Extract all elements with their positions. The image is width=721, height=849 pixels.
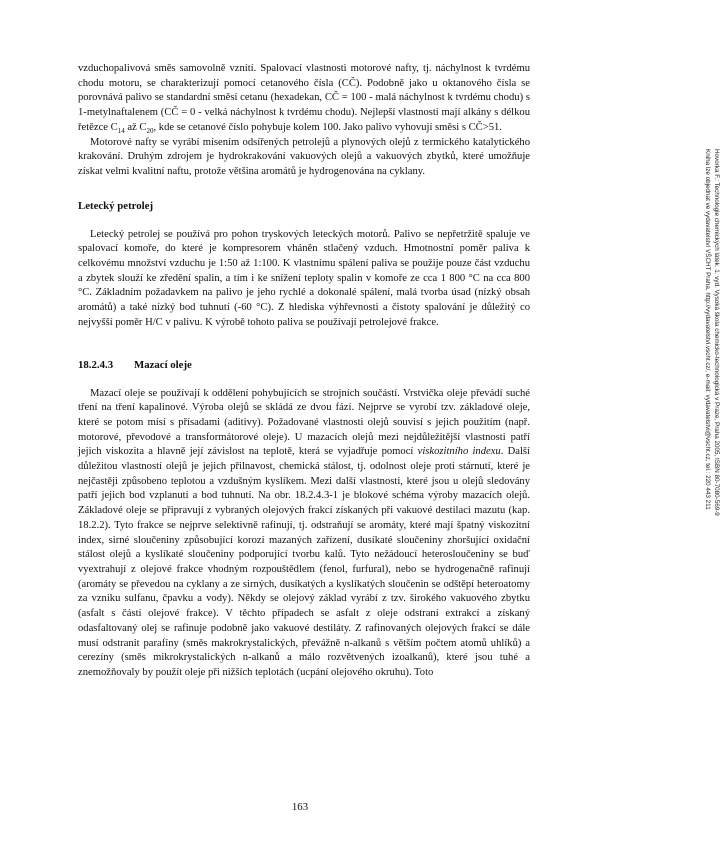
intro-paragraph-production: Motorové nafty se vyrábí mísením odsířených petrolejů a plynových olejů z termického katalytického krakování. Druhým zdrojem je hydrokrakování vakuových olejů a vakuových zbytků, které umožňuje získat velmi kvalitní naftu, protože většina aromátů je hydrogenována na cyklany. bbox=[78, 136, 530, 177]
section-heading-lubricating-oils bbox=[78, 358, 530, 372]
side-citation-note bbox=[633, 149, 721, 516]
jet-fuel-paragraph: Letecký petrolej se používá pro pohon tryskových leteckých motorů. Palivo se nepřetržitě spaluje ve spalovací komoře, do které je kompresorem vháněn stlačený vzduch. Hmotnostní poměr paliva k celkovému množství vzduchu je 1:50 až 1:100. K vlastnímu spálení paliva se použije pouze část vzduchu a zbytek slouží ke zředění spalin, a tím i ke snížení teploty spalin v komoře ze cca 1 800 °C na cca 800 °C. Základním požadavkem na palivo je jeho rychlé a dokonalé spálení, malá tvorba úsad (nízký obsah aromátů) a také nízký bod tuhnutí (-60 °C). Z hlediska výhřevnosti a čistoty spalování je důležitý co nejvyšší poměr H/C v palivu. K výrobě tohoto paliva se používají petrolejové frakce. bbox=[78, 228, 530, 328]
page-body bbox=[78, 62, 530, 681]
page-number: 163 bbox=[291, 801, 309, 813]
section-heading-jet-fuel: Letecký petrolej bbox=[78, 199, 154, 212]
section-title: Mazací oleje bbox=[134, 358, 192, 371]
intro-paragraph-cetane: vzduchopalivová směs samovolně vznítí. Spalovací vlastnosti motorové nafty, tj. náchylnost k tvrdému chodu motoru, se charakterizují pomocí cetanového čísla (CČ). Podobně jako u oktanového čísla se porovnává palivo se standardní směsí cetanu (hexadekan, CČ = 100 - malá náchylnost k tvrdému chodu) s 1-metylnaftalenem (CČ = 0 - velká náchylnost k tvrdému chodu). Nejlepší vlastnosti mají alkány s délkou řetězce $C_{14}$ až $C_{20}$, kde se cetanové číslo pohybuje kolem 100. Jako palivo vyhovují směsi s CČ>51. bbox=[78, 63, 530, 135]
section-number: 18.2.4.3 bbox=[78, 358, 114, 371]
citation-line: Hovorka F.: Technologie chemických látek. 1. vyd. Vysoká škola chemicko-technologická v Praze, Praha 2005, ISBN 80-7080-569-9 bbox=[713, 149, 720, 516]
emphasis-viscosity-index: viskozitního indexu bbox=[417, 446, 501, 458]
lubricating-oils-paragraph: Mazací oleje se používají k oddělení pohybujících se strojních součástí. Vrstvička oleje převádí suché tření na tření kapalinové. Výroba olejů se skládá ze dvou fází. Nejprve se vyrobí tzv. základové oleje, které se potom mísí s přísadami (aditivy). Požadované vlastnosti olejů souvisí s jejich použitím (např. motorové, převodové a transformátorové oleje). U mazacích olejů mezi nejdůležitější vlastnosti patří jejich viskozita a hlavně její závislost na teplotě, která se vyjadřuje pomocí viskozitního indexu. Další důležitou vlastností olejů je jejich přilnavost, chemická stálost, tj. odolnost oleje proti stárnutí, které je nejčastěji způsobeno teplotou a vzdušným kyslíkem. Mezi další vlastnosti, které jsou u olejů sledovány patří jejich bod vzplanutí a bod tuhnutí. Na obr. 18.2.4.3-1 je blokové schéma výroby mazacích olejů. Základové oleje se připravují z vybraných olejových frakcí získaných při vakuové destilaci mazutu (kap. 18.2.2). Tyto frakce se nejprve selektivně rafinují, tj. odstraňují se aromáty, které mají špatný viskozitní index, sirné sloučeniny způsobující korozi mazaných zařízení, dusíkaté sloučeniny zhoršující oxidační stálost olejů a kyslíkaté sloučeniny podporující tvorbu kalů. Tyto nežádoucí heterosloučeniny se buď vyextrahují z olejové frakce vhodným rozpouštědlem (fenol, furfural), nebo se hydrogenačně rafinují (aromáty se převedou na cyklany a ze sirných, dusíkatých a kyslíkatých sloučenin se odštěpí heteroatomy za vzniku sulfanu, čpavku a vody). Někdy se olejový základ vyrábí z tzv. širokého vakuového zbytku (asfalt s částí olejové frakce). V těchto případech se asfalt z oleje odstraní extrakcí a získaný odasfaltovaný olej se rafinuje podobně jako vakuové destiláty. Z rafinovaných olejových frakcí se dále musí odstranit parafíny (směs makrokrystalických, převážně n-alkanů s větším počtem atomů uhlíků) a cerezíny (směs mikrokrystalických n-alkanů a málo rozvětvených izoalkanů), které jsou tuhé a znemožňovaly by použít oleje při nižších teplotách (ucpání olejového okruhu). Toto bbox=[78, 387, 530, 678]
order-info-line: Kniha lze objednat ve vydavatelství VŠCHT Praha, http://vydavatelstvi.vscht.cz/, e-mail: vydavatelstvi@vscht.cz, tel.: 220 443 211 bbox=[704, 149, 711, 510]
